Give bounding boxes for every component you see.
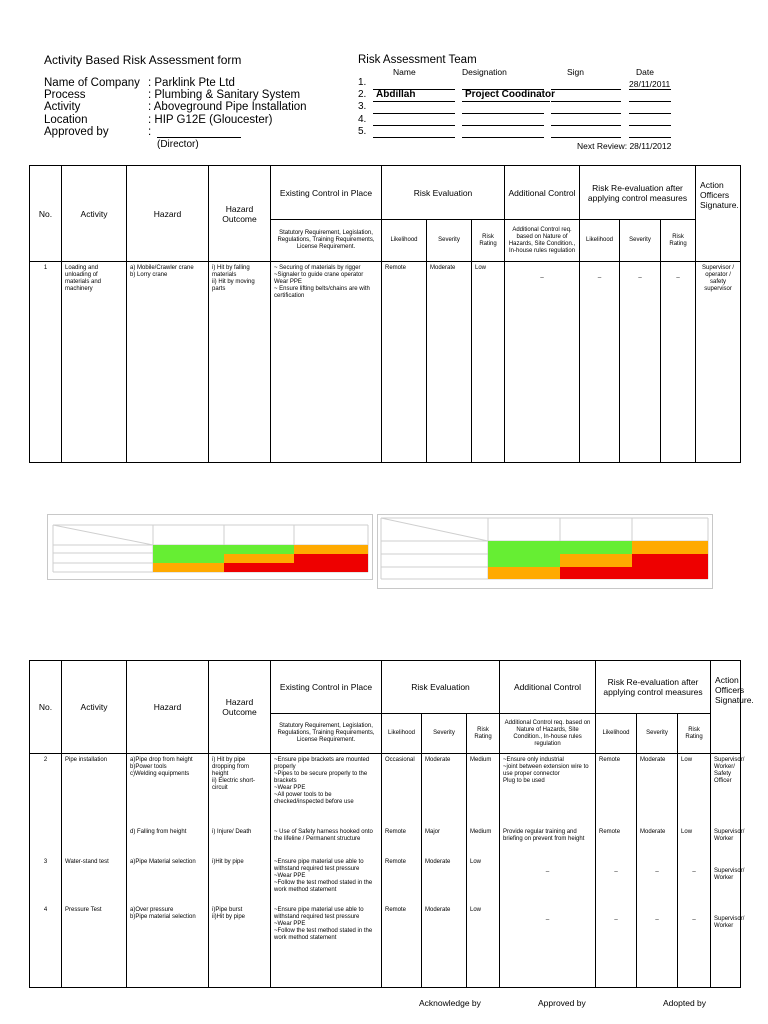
header-risk-rating: Risk Rating <box>472 220 505 262</box>
header-existing-control-sub: Statutory Requirement, Legislation, Regulations, Training Requirements, License Requirement. <box>271 714 382 754</box>
team-row-number: 5. <box>358 126 367 137</box>
header-risk-rating: Risk Rating <box>467 714 500 754</box>
row-re-likelihood: Remote <box>596 754 637 826</box>
table-row <box>30 856 741 904</box>
footer-adopted: Adopted by <box>663 998 707 1008</box>
row-re-rating: _ <box>661 262 696 463</box>
matrix-cell-low <box>153 545 224 554</box>
next-review-date: 28/11/2012 <box>629 141 672 151</box>
row-re-likelihood: _ <box>580 262 620 463</box>
team-row-number: 1. <box>358 77 367 88</box>
matrix-cell-medium <box>153 563 224 572</box>
team-line <box>551 137 621 138</box>
header-re-severity: Severity <box>637 714 678 754</box>
header-re-risk-rating: Risk Rating <box>678 714 711 754</box>
header-activity: Activity <box>62 166 127 262</box>
matrix-cell-high <box>632 567 708 579</box>
team-line <box>462 101 550 102</box>
matrix-cell-high <box>294 554 368 563</box>
row-re-likelihood: Remote <box>596 826 637 856</box>
approved-signature-line <box>157 137 241 138</box>
header-hazard-outcome: Hazard Outcome <box>209 166 271 262</box>
row-activity <box>62 826 127 856</box>
footer-acknowledge: Acknowledge by <box>419 998 481 1008</box>
row-likelihood: Remote <box>382 856 422 904</box>
row-re-severity: Moderate <box>637 754 678 826</box>
row-severity: Moderate <box>422 754 467 826</box>
row-severity: Moderate <box>422 904 467 988</box>
matrix-cell-high <box>294 563 368 572</box>
team-line <box>462 113 544 114</box>
header-re-risk-rating: Risk Rating <box>661 220 696 262</box>
matrix-cell-medium <box>632 541 708 554</box>
team-line <box>551 113 621 114</box>
header-hazard: Hazard <box>127 661 209 754</box>
row-re-severity: Moderate <box>637 826 678 856</box>
company-row <box>44 77 235 89</box>
matrix-cell-low <box>224 545 294 554</box>
row-action: Supervisor / operator / safety supervisor <box>696 262 741 463</box>
row-outcome: i)Hit by pipe <box>209 856 271 904</box>
header-likelihood: Likelihood <box>382 714 422 754</box>
row-activity: Water-stand test <box>62 856 127 904</box>
row-re-rating: _ <box>678 904 711 988</box>
team-line <box>629 101 671 102</box>
matrix-cell-medium <box>224 554 294 563</box>
location-value: : HIP G12E (Gloucester) <box>148 114 273 126</box>
table-row <box>30 262 741 463</box>
row-re-likelihood: _ <box>596 856 637 904</box>
header-no: No. <box>30 661 62 754</box>
row-hazard: a)Pipe Material selection <box>127 856 209 904</box>
row-action: Supervisor/ Worker <box>711 826 741 856</box>
row-likelihood: Remote <box>382 826 422 856</box>
team-line <box>629 113 671 114</box>
risk-matrix-right-svg <box>378 515 712 588</box>
header-additional-control: Additional Control <box>505 166 580 220</box>
row-no: 4 <box>30 904 62 988</box>
row-likelihood: Remote <box>382 262 427 463</box>
header-severity: Severity <box>422 714 467 754</box>
row-hazard: a)Over pressure b)Pipe material selection <box>127 904 209 988</box>
header-re-likelihood: Likelihood <box>596 714 637 754</box>
row-outcome: i)Pipe burst ii)Hit by pipe <box>209 904 271 988</box>
row-additional: _ <box>500 904 596 988</box>
next-review <box>577 141 671 151</box>
header-activity: Activity <box>62 661 127 754</box>
row-additional: ~Ensure only industrial ~joint between extension wire to use proper connector Plug to be used <box>500 754 596 826</box>
row-no: 1 <box>30 262 62 463</box>
risk-matrix-left <box>47 514 373 580</box>
row-re-severity: _ <box>637 856 678 904</box>
matrix-cell-low <box>560 541 632 554</box>
team-header-sign: Sign <box>567 67 585 77</box>
row-hazard: d) Falling from height <box>127 826 209 856</box>
row-likelihood: Occasional <box>382 754 422 826</box>
footer-approved: Approved by <box>538 998 586 1008</box>
header-additional-control-sub: Additional Control req. based on Nature of Hazards, Site Condition., In-house rules regulation <box>505 220 580 262</box>
header-re-evaluation: Risk Re-evaluation after applying control measures <box>580 166 696 220</box>
risk-matrix-left-svg <box>48 515 372 579</box>
team-line <box>462 137 544 138</box>
header-additional-control-sub: Additional Control req. based on Nature of Hazards, Site Condition., In-house rules regulation <box>500 714 596 754</box>
matrix-cell-low <box>488 541 560 554</box>
row-rating: Low <box>467 856 500 904</box>
row-control: ~Ensure pipe material use able to withstand required test pressure ~Wear PPE ~Follow the test method stated in the work method statement <box>271 904 382 988</box>
company-value: : Parklink Pte Ltd <box>148 77 235 89</box>
row-re-rating: Low <box>678 826 711 856</box>
table-row <box>30 904 741 988</box>
company-label: Name of Company <box>44 77 140 89</box>
header-hazard: Hazard <box>127 166 209 262</box>
team-line <box>373 125 455 126</box>
team-line <box>629 125 671 126</box>
matrix-cell-low <box>488 554 560 567</box>
team-header-date: Date <box>636 67 654 77</box>
row-outcome: i) Hit by pipe dropping from height ii) Electric short-circuit <box>209 754 271 826</box>
team-line <box>462 125 544 126</box>
team-line <box>373 89 455 90</box>
team-member-designation: Project Coodinator <box>465 89 556 100</box>
row-no <box>30 826 62 856</box>
matrix-cell-high <box>632 554 708 567</box>
next-review-label: Next Review: <box>577 141 628 151</box>
approved-label: Approved by <box>44 126 109 138</box>
row-outcome: i) Hit by falling materials ii) Hit by moving parts <box>209 262 271 463</box>
header-re-evaluation: Risk Re-evaluation after applying control measures <box>596 661 711 714</box>
row-control: ~Ensure pipe material use able to withstand required test pressure ~Wear PPE ~Follow the test method stated in the work method statement <box>271 856 382 904</box>
team-line <box>551 125 621 126</box>
activity-value: : Aboveground Pipe Installation <box>148 101 307 113</box>
table-row <box>30 826 741 856</box>
row-no: 2 <box>30 754 62 826</box>
header-existing-control-sub: Statutory Requirement, Legislation, Regulations, Training Requirements, License Requirement. <box>271 220 382 262</box>
risk-table-2 <box>29 660 754 988</box>
row-severity: Moderate <box>427 262 472 463</box>
row-likelihood: Remote <box>382 904 422 988</box>
matrix-cell-medium <box>488 567 560 579</box>
row-rating: Low <box>472 262 505 463</box>
team-member-name: Abdillah <box>376 89 416 100</box>
header-hazard-outcome: Hazard Outcome <box>209 661 271 754</box>
process-label: Process <box>44 89 86 101</box>
row-control: ~ Use of Safety harness hooked onto the lifeline / Permanent structure <box>271 826 382 856</box>
row-activity: Pipe installation <box>62 754 127 826</box>
risk-matrix-right <box>377 514 713 589</box>
header-risk-evaluation: Risk Evaluation <box>382 661 500 714</box>
location-row <box>44 114 272 126</box>
header-action: Action Officers Signature. <box>711 661 741 754</box>
row-re-likelihood: _ <box>596 904 637 988</box>
row-rating: Medium <box>467 754 500 826</box>
approver-role: (Director) <box>157 139 199 150</box>
activity-row <box>44 101 307 113</box>
header-likelihood: Likelihood <box>382 220 427 262</box>
team-row-number: 2. <box>358 89 367 100</box>
form-title: Activity Based Risk Assessment form <box>44 53 242 67</box>
row-re-rating: Low <box>678 754 711 826</box>
table-row <box>30 754 741 826</box>
row-action: Supervisor/ Worker <box>711 856 741 904</box>
matrix-cell-high <box>224 563 294 572</box>
row-re-rating: _ <box>678 856 711 904</box>
team-line <box>629 89 671 90</box>
matrix-cell-medium <box>560 554 632 567</box>
row-activity: Loading and unloading of materials and machinery <box>62 262 127 463</box>
row-severity: Moderate <box>422 856 467 904</box>
team-date: 28/11/2011 <box>629 79 671 89</box>
team-title: Risk Assessment Team <box>358 54 477 66</box>
team-header-name: Name <box>393 67 416 77</box>
row-action: Supervisor/ Worker/ Safety Officer <box>711 754 741 826</box>
activity-label: Activity <box>44 101 81 113</box>
matrix-cell-high <box>560 567 632 579</box>
header-re-likelihood: Likelihood <box>580 220 620 262</box>
header-existing-control: Existing Control in Place <box>271 661 382 714</box>
row-control: ~Ensure pipe brackets are mounted properly ~Pipes to be secure properly to the brackets ~Wear PPE ~All power tools to be checked/inspected before use <box>271 754 382 826</box>
row-additional: _ <box>505 262 580 463</box>
row-severity: Major <box>422 826 467 856</box>
row-rating: Low <box>467 904 500 988</box>
approved-row <box>44 126 151 138</box>
row-hazard: a)Pipe drop from height b)Power tools c)Welding equipments <box>127 754 209 826</box>
process-row <box>44 89 300 101</box>
team-line <box>373 113 455 114</box>
header-additional-control: Additional Control <box>500 661 596 714</box>
team-line <box>551 89 621 90</box>
row-hazard: a) Mobile/Crawler crane b) Lorry crane <box>127 262 209 463</box>
risk-table-1 <box>29 165 741 463</box>
row-additional: _ <box>500 856 596 904</box>
team-line <box>373 101 455 102</box>
team-row-number: 4. <box>358 114 367 125</box>
team-header-designation: Designation <box>462 67 507 77</box>
header-re-severity: Severity <box>620 220 661 262</box>
header-risk-evaluation: Risk Evaluation <box>382 166 505 220</box>
team-row-number: 3. <box>358 101 367 112</box>
row-action: Supervisor/ Worker <box>711 904 741 988</box>
header-severity: Severity <box>427 220 472 262</box>
team-line <box>551 101 621 102</box>
row-activity: Pressure Test <box>62 904 127 988</box>
header-action: Action Officers Signature. <box>696 166 741 262</box>
row-rating: Medium <box>467 826 500 856</box>
team-line <box>629 137 671 138</box>
row-outcome: i) Injure/ Death <box>209 826 271 856</box>
row-re-severity: _ <box>620 262 661 463</box>
header-existing-control: Existing Control in Place <box>271 166 382 220</box>
team-line <box>373 137 455 138</box>
process-value: : Plumbing & Sanitary System <box>148 89 301 101</box>
approved-value: : <box>148 126 152 138</box>
matrix-cell-low <box>153 554 224 563</box>
row-no: 3 <box>30 856 62 904</box>
matrix-cell-medium <box>294 545 368 554</box>
row-re-severity: _ <box>637 904 678 988</box>
header-no: No. <box>30 166 62 262</box>
row-control: ~ Securing of materials by rigger ~Signaler to guide crane operator Wear PPE ~ Ensure lifting belts/chains are with certification <box>271 262 382 463</box>
team-line <box>462 89 544 90</box>
row-additional: Provide regular training and briefing on prevent from height <box>500 826 596 856</box>
location-label: Location <box>44 114 88 126</box>
